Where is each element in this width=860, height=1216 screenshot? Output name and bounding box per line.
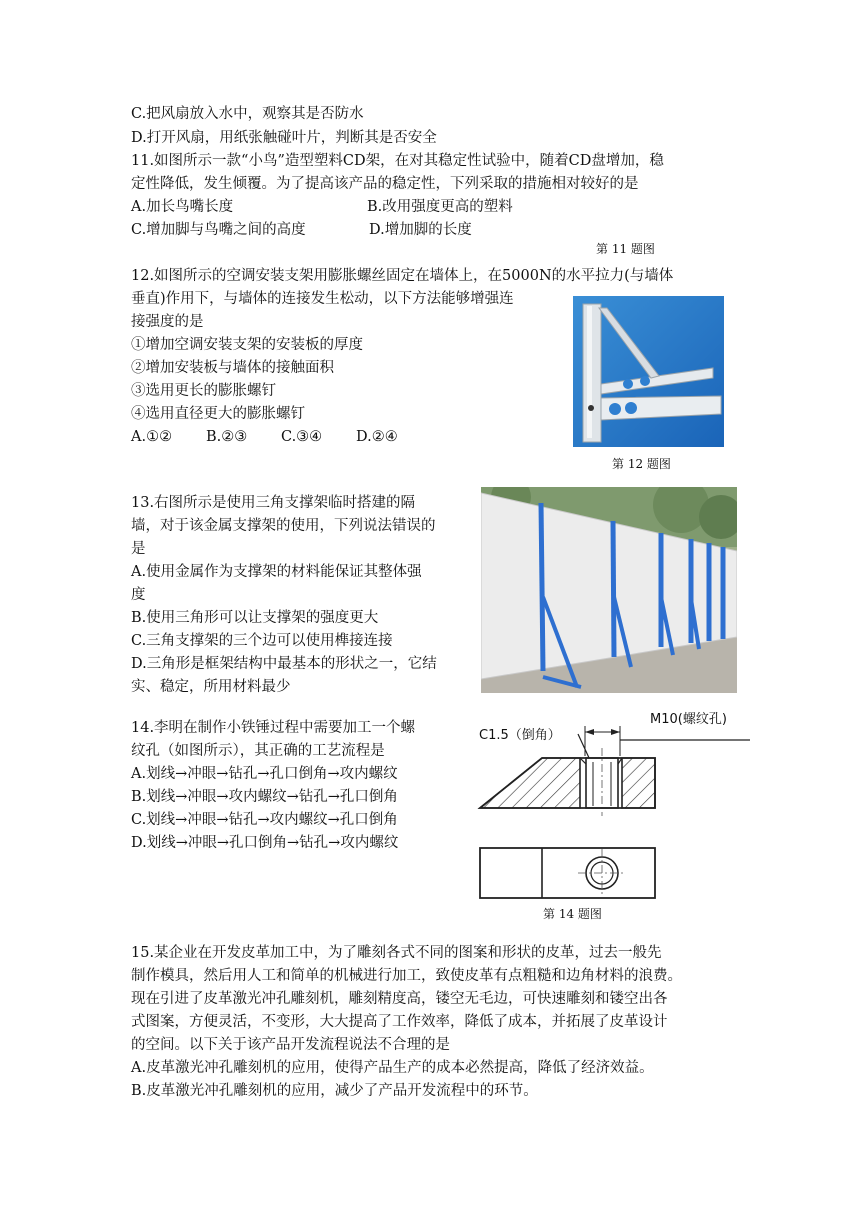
q12-stem-line2: 垂直)作用下，与墙体的连接发生松动，以下方法能够增强连 (131, 291, 514, 307)
q11-option-a: A.加长鸟嘴长度 (131, 199, 234, 215)
q14-stem-line2: 纹孔（如图所示），其正确的工艺流程是 (131, 743, 385, 759)
q14-option-c: C.划线→冲眼→钻孔→攻内螺纹→孔口倒角 (131, 812, 398, 828)
q12-item-1: ①增加空调安装支架的安装板的厚度 (131, 337, 363, 353)
q15-option-a: A.皮革激光冲孔雕刻机的应用，使得产品生产的成本必然提高，降低了经济效益。 (131, 1060, 654, 1076)
q13-stem-line1: 13.右图所示是使用三角支撑架临时搭建的隔 (131, 495, 416, 511)
q12-option-c: C.③④ (281, 429, 323, 445)
q15-line5: 的空间。以下关于该产品开发流程说法不合理的是 (131, 1037, 450, 1053)
q15-line4: 式图案，方便灵活，不变形，大大提高了工作效率，降低了成本，并拓展了皮革设计 (131, 1014, 668, 1030)
q14-option-d: D.划线→冲眼→孔口倒角→钻孔→攻内螺纹 (131, 835, 399, 851)
q14-chamfer-label: C1.5（倒角） (479, 728, 561, 743)
q15-line3: 现在引进了皮革激光冲孔雕刻机，雕刻精度高，镂空无毛边，可快速雕刻和镂空出各 (131, 991, 668, 1007)
q15-line2: 制作模具，然后用人工和简单的机械进行加工，致使皮革有点粗糙和边角材料的浪费。 (131, 968, 682, 984)
q13-option-b: B.使用三角形可以让支撑架的强度更大 (131, 610, 379, 626)
q11-stem-line1: 11.如图所示一款“小鸟”造型塑料CD架，在对其稳定性试验中，随着CD盘增加，稳 (131, 153, 664, 169)
q12-bracket-photo (573, 296, 724, 447)
q12-option-d: D.②④ (356, 429, 398, 445)
q12-item-4: ④选用直径更大的膨胀螺钉 (131, 406, 305, 422)
q12-item-2: ②增加安装板与墙体的接触面积 (131, 360, 334, 376)
q14-thread-label: M10(螺纹孔) (650, 712, 727, 727)
q11-stem-line2: 定性降低，发生倾覆。为了提高该产品的稳定性，下列采取的措施相对较好的是 (131, 176, 639, 192)
q12-figure-caption: 第 12 题图 (612, 457, 671, 471)
q13-option-a-line1: A.使用金属作为支撑架的材料能保证其整体强 (131, 564, 422, 580)
q13-stem-line3: 是 (131, 541, 146, 557)
q11-option-c: C.增加脚与鸟嘴之间的高度 (131, 222, 306, 238)
q11-option-d: D.增加脚的长度 (369, 222, 472, 238)
q11-figure-caption: 第 11 题图 (596, 242, 655, 256)
q13-option-a-line2: 度 (131, 587, 146, 603)
q12-stem-line1: 12.如图所示的空调安装支架用膨胀螺丝固定在墙体上，在5000N的水平拉力(与墙体 (131, 268, 674, 284)
q11-option-b: B.改用强度更高的塑料 (367, 199, 513, 215)
q15-line1: 15.某企业在开发皮革加工中，为了雕刻各式不同的图案和形状的皮革，过去一般先 (131, 945, 662, 961)
q12-item-3: ③选用更长的膨胀螺钉 (131, 383, 276, 399)
q12-option-b: B.②③ (206, 429, 248, 445)
q12-stem-line3: 接强度的是 (131, 314, 204, 330)
q13-option-d-line2: 实、稳定，所用材料最少 (131, 679, 291, 695)
q13-option-c: C.三角支撑架的三个边可以使用榫接连接 (131, 633, 393, 649)
q14-figure-caption: 第 14 题图 (543, 907, 602, 921)
q15-option-b: B.皮革激光冲孔雕刻机的应用，减少了产品开发流程中的环节。 (131, 1083, 538, 1099)
q14-option-a: A.划线→冲眼→钻孔→孔口倒角→攻内螺纹 (131, 766, 398, 782)
q13-stem-line2: 墙，对于该金属支撑架的使用，下列说法错误的 (131, 518, 436, 534)
q13-wall-photo (481, 487, 737, 693)
q12-option-a: A.①② (131, 429, 173, 445)
q14-stem-line1: 14.李明在制作小铁锤过程中需要加工一个螺 (131, 720, 416, 736)
q10-option-c: C.把风扇放入水中，观察其是否防水 (131, 106, 364, 122)
q13-option-d-line1: D.三角形是框架结构中最基本的形状之一，它结 (131, 656, 437, 672)
q14-option-b: B.划线→冲眼→攻内螺纹→钻孔→孔口倒角 (131, 789, 398, 805)
q10-option-d: D.打开风扇，用纸张触碰叶片，判断其是否安全 (131, 130, 437, 146)
